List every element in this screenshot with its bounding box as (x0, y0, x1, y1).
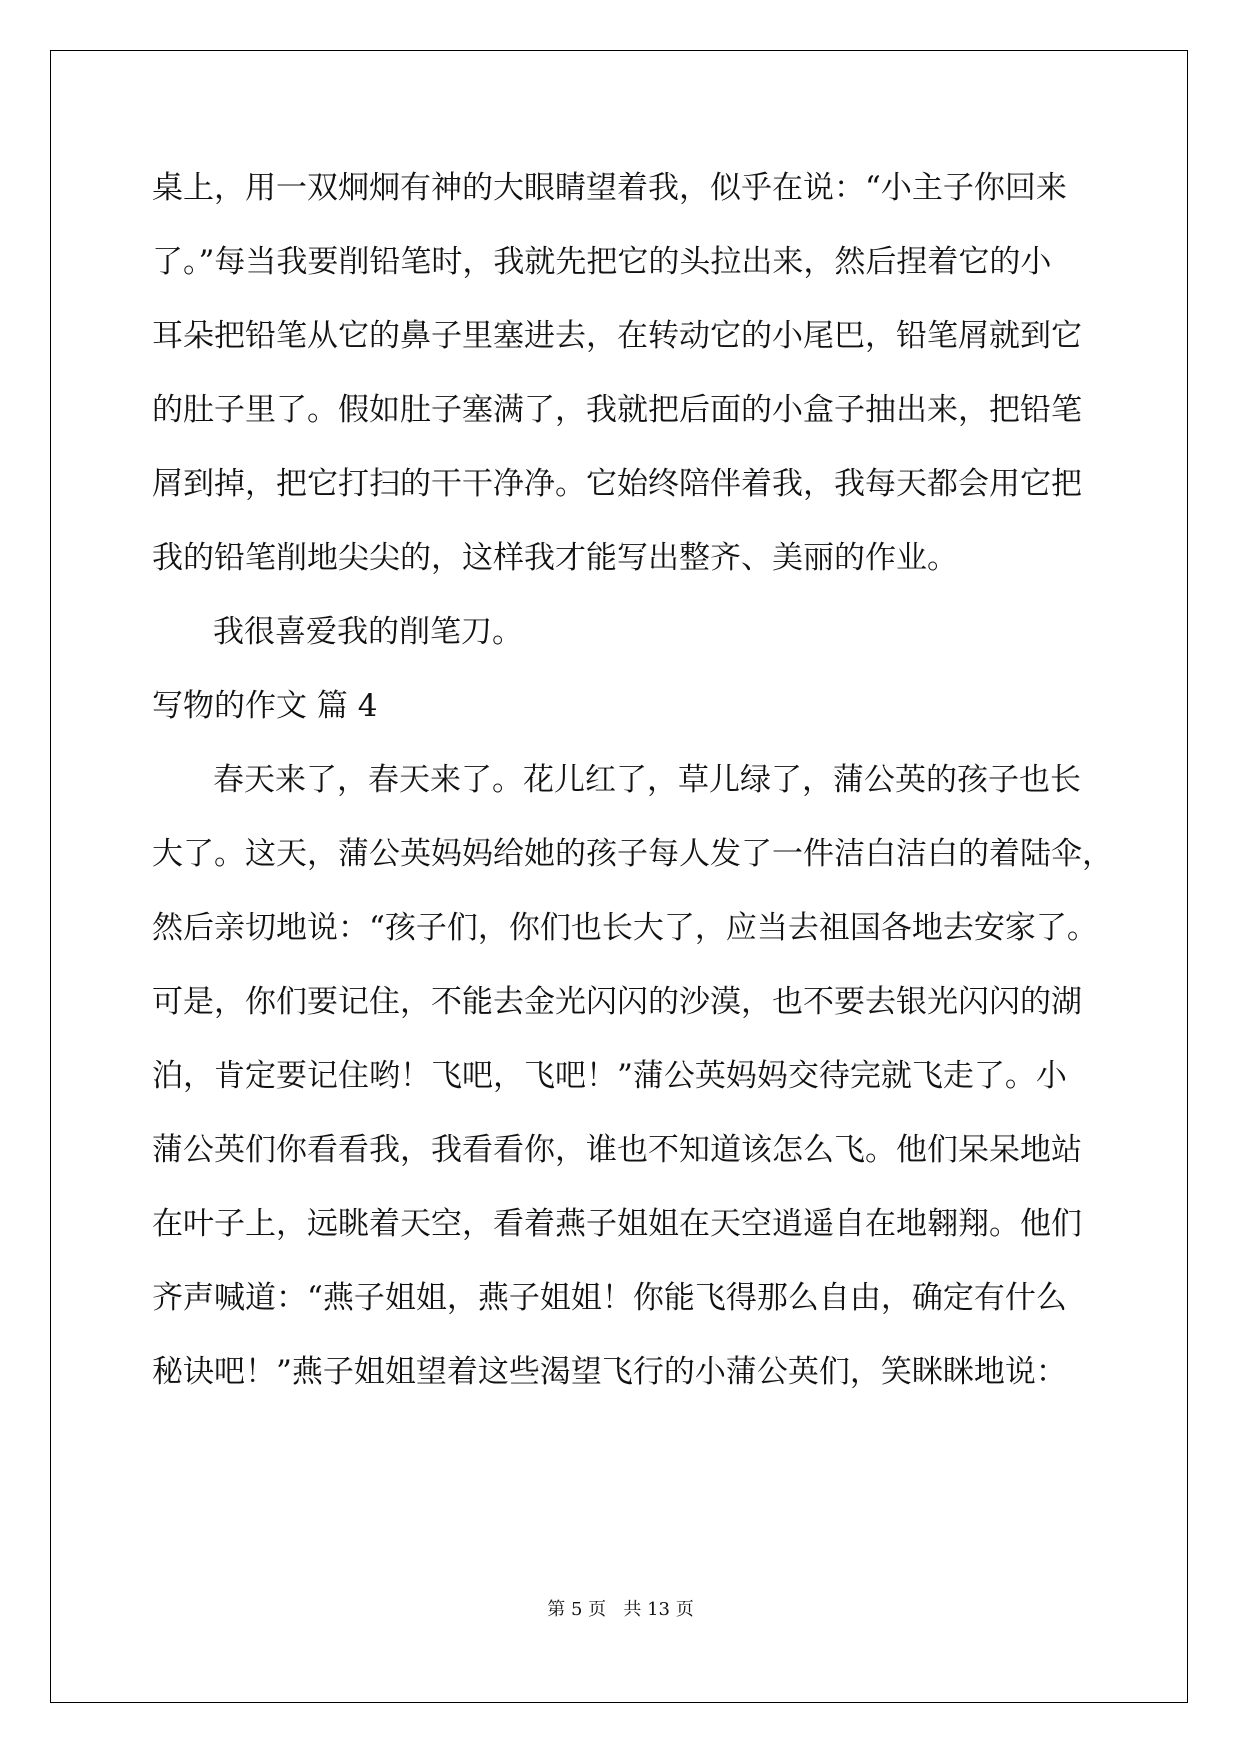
text-line: 齐声喊道：“燕子姐姐，燕子姐姐！你能飞得那么自由，确定有什么 (152, 1280, 1067, 1316)
text-line: 了。”每当我要削铅笔时，我就先把它的头拉出来，然后捏着它的小 (152, 244, 1052, 280)
page-total: 共 13 页 (623, 1599, 694, 1620)
text-line: 可是，你们要记住，不能去金光闪闪的沙漠，也不要去银光闪闪的湖 (152, 984, 1082, 1020)
text-line: 我的铅笔削地尖尖的，这样我才能写出整齐、美丽的作业。 (152, 540, 958, 576)
page-footer (0, 1595, 1241, 1621)
page-border (50, 50, 1188, 1703)
text-line: 泊，肯定要记住哟！飞吧，飞吧！”蒲公英妈妈交待完就飞走了。小 (152, 1058, 1067, 1094)
section-heading: 写物的作文 篇 4 (152, 688, 378, 724)
text-line: 大了。这天，蒲公英妈妈给她的孩子每人发了一件洁白洁白的着陆伞， (152, 836, 1113, 872)
text-line: 的肚子里了。假如肚子塞满了，我就把后面的小盒子抽出来，把铅笔 (152, 392, 1082, 428)
text-line: 在叶子上，远眺着天空，看着燕子姐姐在天空逍遥自在地翱翔。他们 (152, 1206, 1082, 1242)
page-number: 第 5 页 (547, 1599, 607, 1620)
text-line: 耳朵把铅笔从它的鼻子里塞进去，在转动它的小尾巴，铅笔屑就到它 (152, 318, 1082, 354)
paragraph-line: 我很喜爱我的削笔刀。 (213, 614, 523, 650)
text-line: 秘诀吧！”燕子姐姐望着这些渴望飞行的小蒲公英们，笑眯眯地说： (152, 1354, 1067, 1390)
text-line: 然后亲切地说：“孩子们，你们也长大了，应当去祖国各地去安家了。 (152, 910, 1098, 946)
text-line: 蒲公英们你看看我，我看看你，谁也不知道该怎么飞。他们呆呆地站 (152, 1132, 1082, 1168)
paragraph-line: 春天来了，春天来了。花儿红了，草儿绿了，蒲公英的孩子也长 (213, 762, 1081, 798)
text-line: 屑到掉，把它打扫的干干净净。它始终陪伴着我，我每天都会用它把 (152, 466, 1082, 502)
text-line: 桌上，用一双炯炯有神的大眼睛望着我，似乎在说：“小主子你回来 (152, 170, 1067, 206)
